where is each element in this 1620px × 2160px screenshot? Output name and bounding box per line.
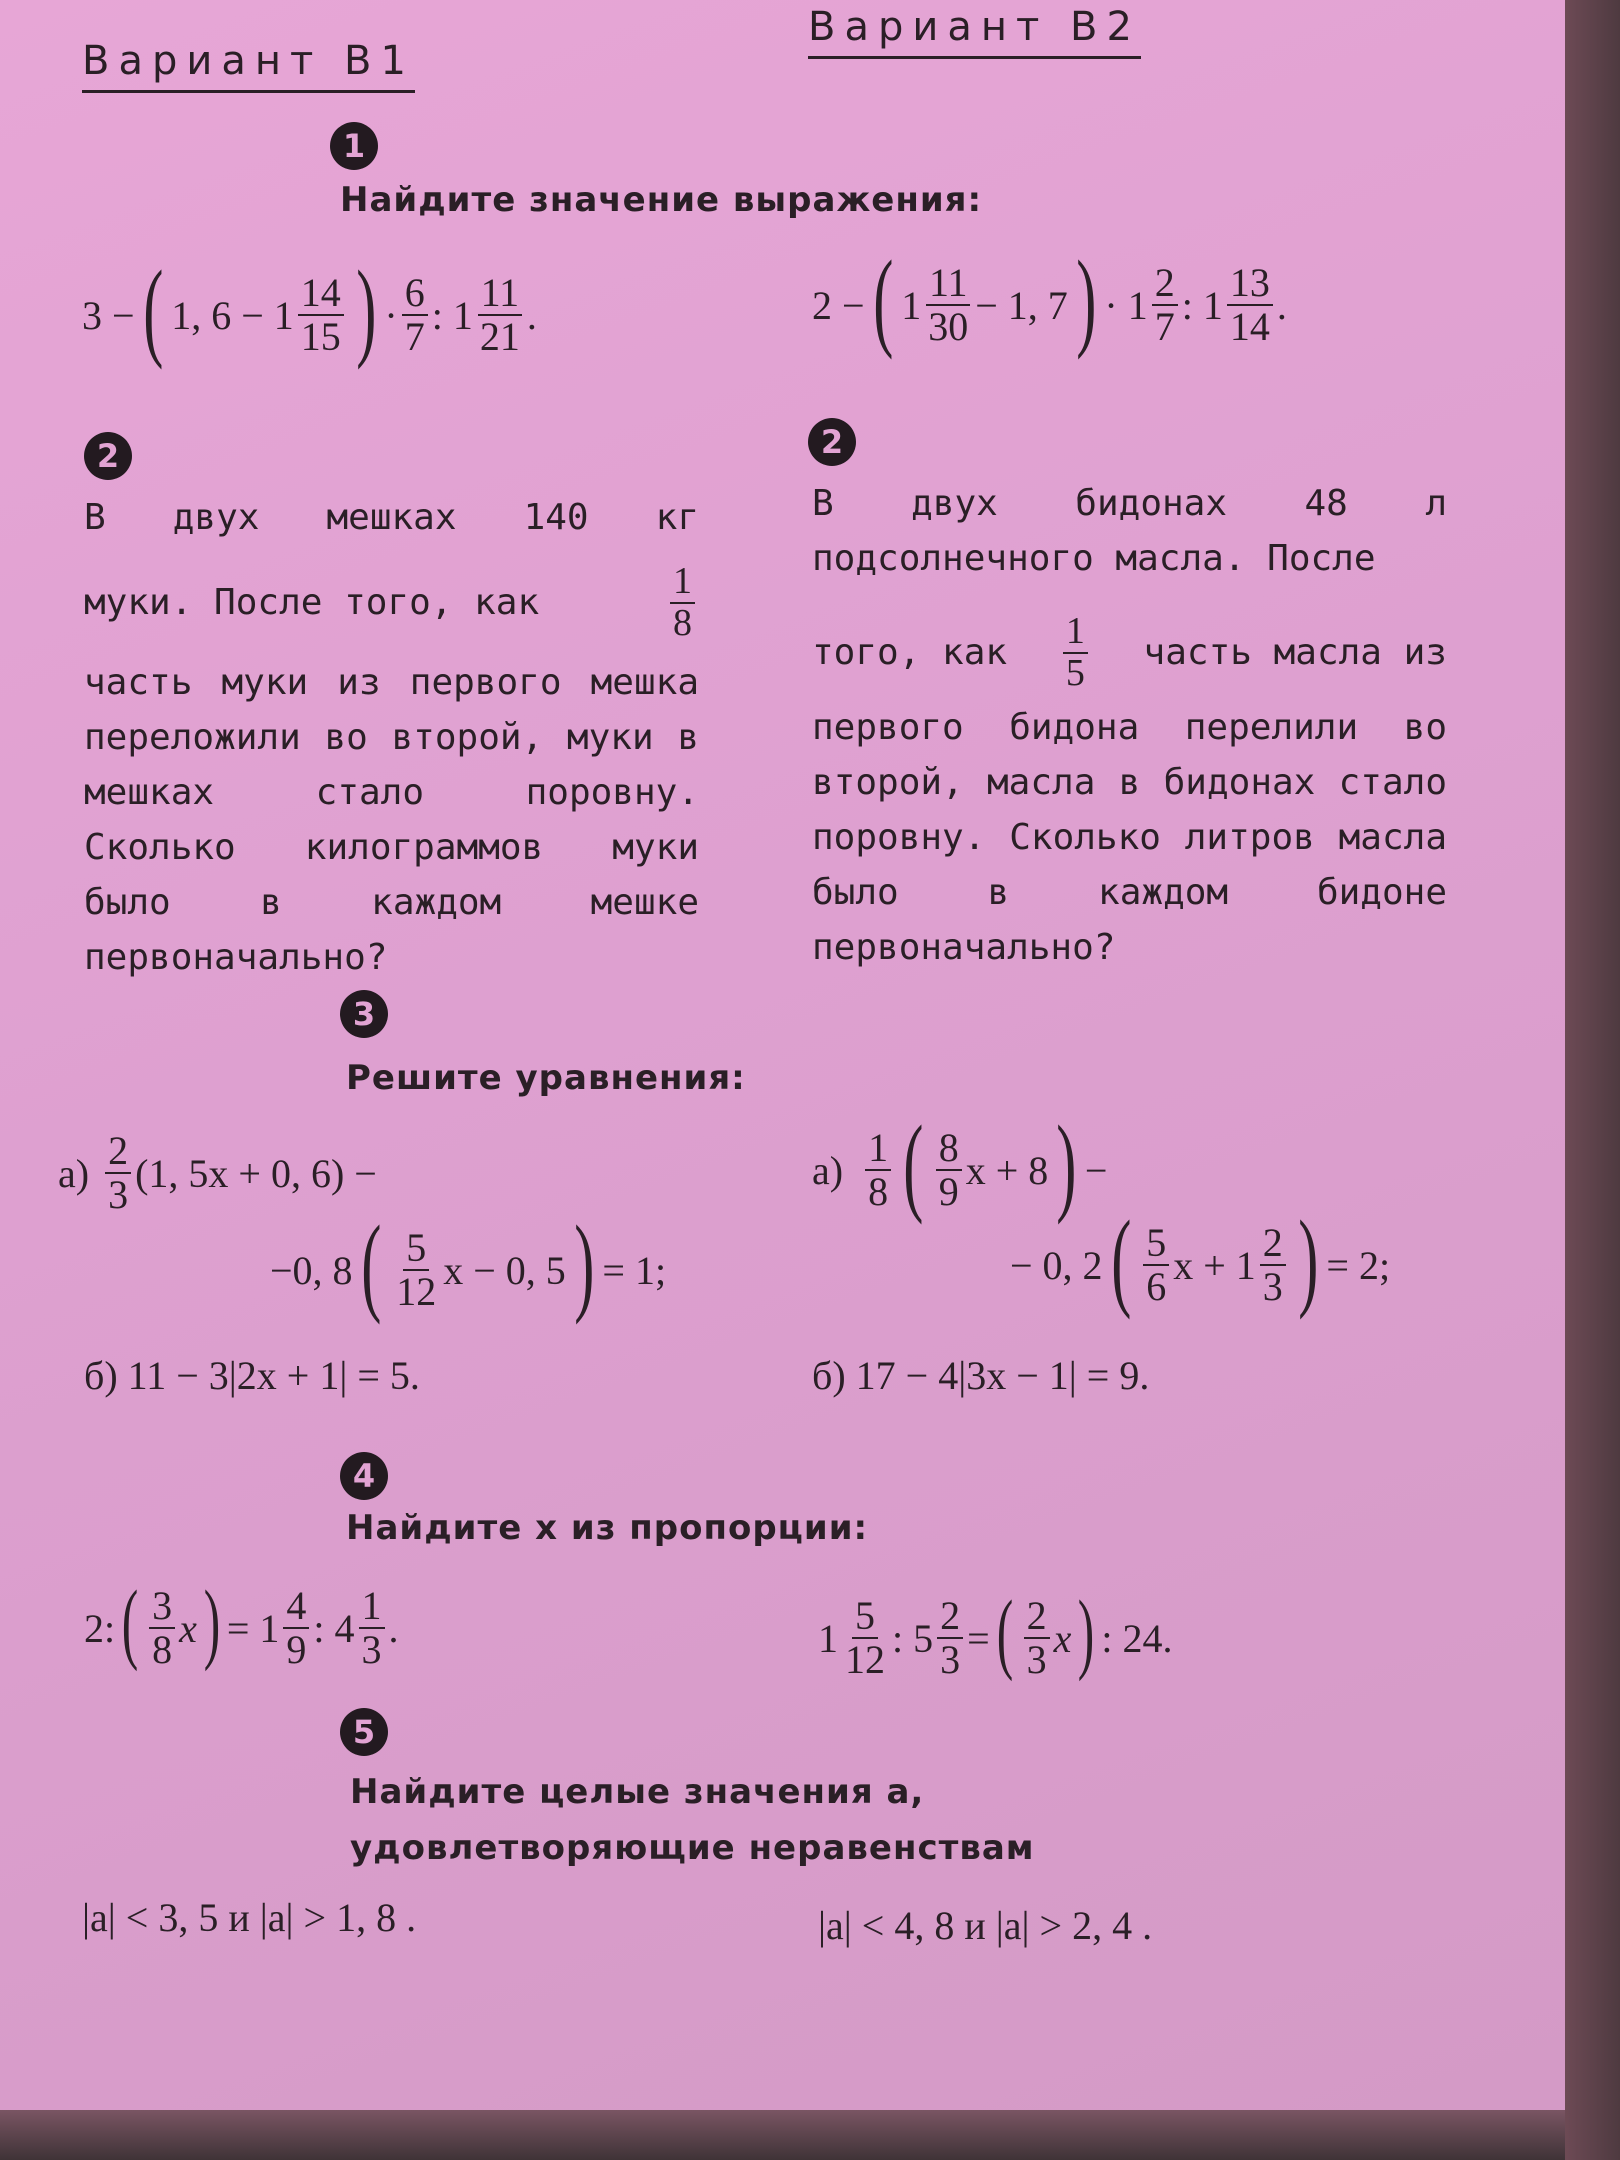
task-5-heading-line1: Найдите целые значения a, [350,1772,925,1812]
numerator: 2 [105,1130,131,1174]
fraction [1227,262,1273,348]
variable-x: x [179,1605,197,1651]
task-2-badge-b2: 2 [808,418,856,466]
paren-close: ) [356,248,377,370]
paren-close: ) [1298,1198,1319,1320]
numerator: 2 [1024,1595,1050,1639]
fraction [1152,262,1178,348]
denominator: 6 [1146,1264,1167,1309]
expr-part: x + 1 [1173,1242,1256,1288]
denominator: 8 [673,601,692,644]
expr-part: 2 − [812,282,865,328]
page-bottom-edge [0,2110,1565,2160]
paren-open: ( [1110,1198,1131,1320]
expr-part: 1 [818,1615,838,1661]
denominator: 9 [938,1169,959,1214]
expr-part: : 1 [431,292,473,338]
expr-part: · 1 [1104,282,1148,328]
expr-part: = 2; [1326,1242,1391,1288]
paren-open: ( [903,1103,924,1225]
expr-part: 1 [901,282,922,328]
denominator: 30 [928,304,969,349]
expr-part: = 1 [226,1605,280,1651]
denominator: 3 [1262,1264,1283,1309]
fraction [936,1127,962,1213]
expr-part: = 1; [602,1247,667,1293]
variant-b2-header: Вариант В2 [808,4,1141,59]
numerator: 1 [865,1127,891,1171]
task-1-heading: Найдите значение выражения: [340,180,983,220]
numerator: 1 [1063,612,1088,654]
task-2-b2-line1: В двух бидонах 48 л подсолнечного масла. После [812,483,1447,579]
expr-part: −0, 8 [270,1247,353,1293]
task-4-b1-proportion [84,1568,399,1688]
fraction [477,272,523,358]
paren-close: ) [1078,1583,1095,1682]
task-1-expression-b1 [82,248,537,375]
variant-b1-header: Вариант В1 [82,38,415,93]
denominator: 14 [1229,304,1270,349]
task-1-badge: 1 [330,122,378,170]
expr-part: : 1 [1181,282,1223,328]
fraction [105,1130,131,1216]
fraction [1143,1222,1169,1308]
numerator: 2 [1260,1222,1286,1266]
paren-open: ( [872,238,893,360]
numerator: 1 [359,1585,385,1629]
task-5-b2-inequalities: |a| < 4, 8 и |a| > 2, 4 . [818,1903,1153,1948]
fraction [865,1127,891,1213]
task-3-b1-eq-b: б) 11 − 3|2x + 1| = 5. [84,1353,420,1398]
task-2-b2-rest: первого бидона перелили во второй, масла в бидонах стало поровну. Сколько литров масла было в каждом бидоне первоначально? [812,707,1447,968]
expr-part: (1, 5x + 0, 6) − [135,1150,377,1196]
expr-part: : 24. [1101,1615,1173,1661]
denominator: 7 [1154,304,1175,349]
denominator: 3 [108,1172,129,1217]
fraction [1260,1222,1286,1308]
denominator: 21 [479,314,520,359]
fraction [149,1585,175,1671]
denominator: 3 [361,1627,382,1672]
task-3-badge: 3 [340,990,388,1038]
fraction [1063,612,1088,694]
numerator: 2 [1152,262,1178,306]
paren-close: ) [1056,1103,1077,1225]
numerator: 4 [283,1585,309,1629]
task-3-heading: Решите уравнения: [346,1058,746,1098]
numerator: 5 [1143,1222,1169,1266]
numerator: 2 [937,1595,963,1639]
fraction [402,272,428,358]
task-2-b2-text: того, как [812,632,1008,674]
page-shadow-edge [1565,0,1620,2160]
numerator: 11 [478,272,523,316]
task-5-badge: 5 [340,1708,388,1756]
fraction [359,1585,385,1671]
expr-part: : 5 [892,1615,934,1661]
expr-part: . [526,292,537,338]
expr-part: = [967,1615,990,1661]
task-2-b1-rest: часть муки из первого мешка переложили во второй, муки в мешках стало поровну. Сколько килограммов муки было в каждом мешке первоначально? [84,662,699,978]
task-2-b1-line1: В двух мешках 140 кг [84,497,699,538]
fraction [1024,1595,1050,1681]
denominator: 8 [152,1627,173,1672]
expr-part: x − 0, 5 [443,1247,566,1293]
fraction [298,272,344,358]
denominator: 9 [286,1627,307,1672]
task-2-b1-line2 [84,562,699,644]
expr-part: . [1276,282,1287,328]
paren-close: ) [574,1203,595,1325]
denominator: 8 [868,1169,889,1214]
denominator: 12 [396,1269,437,1314]
task-2-b2-text: часть масла из [1143,632,1447,674]
paren-close: ) [1076,238,1097,360]
task-3-b2-eq-a-line2 [1010,1200,1390,1330]
task-2-b1-text: муки. После того, как [84,582,540,624]
task-4-b2-proportion [818,1578,1173,1698]
numerator: 11 [926,262,971,306]
denominator: 12 [845,1637,885,1682]
fraction [670,562,695,644]
task-4-badge: 4 [340,1452,388,1500]
numerator: 8 [936,1127,962,1171]
paren-open: ( [360,1203,381,1325]
denominator: 7 [404,314,425,359]
denominator: 3 [1026,1637,1047,1682]
numerator: 14 [298,272,344,316]
paren-open: ( [121,1573,139,1672]
task-4-heading: Найдите x из пропорции: [346,1508,869,1548]
task-3-b2-eq-b: б) 17 − 4|3x − 1| = 9. [812,1353,1150,1398]
expr-part: − 1, 7 [975,282,1068,328]
paren-close: ) [203,1573,221,1672]
task-1-expression-b2 [812,238,1287,365]
expr-part: 3 − [82,292,135,338]
numerator: 5 [852,1595,878,1639]
paren-open: ( [142,248,163,370]
numerator: 5 [403,1227,429,1271]
task-5-b1-inequalities: |a| < 3, 5 и |a| > 1, 8 . [82,1895,417,1940]
numerator: 6 [402,272,428,316]
expr-part: 1, 6 − 1 [171,292,294,338]
fraction [925,262,971,348]
expr-part: . [388,1605,399,1651]
denominator: 5 [1065,651,1085,694]
expr-part: − [1084,1147,1108,1193]
paren-open: ( [996,1583,1013,1682]
variable-x: x [1053,1615,1072,1661]
fraction [842,1595,888,1681]
expr-part: : 4 [313,1605,355,1651]
task-3-b1-eq-a-line2 [270,1203,667,1330]
task-2-b2-line2 [812,612,1447,694]
fraction [393,1227,439,1313]
item-label: а) [812,1147,844,1193]
task-5-heading-line2: удовлетворяющие неравенствам [350,1828,1035,1868]
expr-part: x + 8 [965,1147,1049,1193]
expr-part: 2: [84,1605,116,1651]
numerator: 1 [670,562,695,604]
fraction [283,1585,309,1671]
fraction [937,1595,963,1681]
denominator: 15 [300,314,341,359]
expr-part: − 0, 2 [1010,1242,1103,1288]
task-2-badge-b1: 2 [84,432,132,480]
numerator: 3 [149,1585,175,1629]
denominator: 3 [940,1637,961,1682]
expr-part: · [384,292,398,338]
numerator: 13 [1227,262,1273,306]
item-label: а) [58,1150,90,1196]
